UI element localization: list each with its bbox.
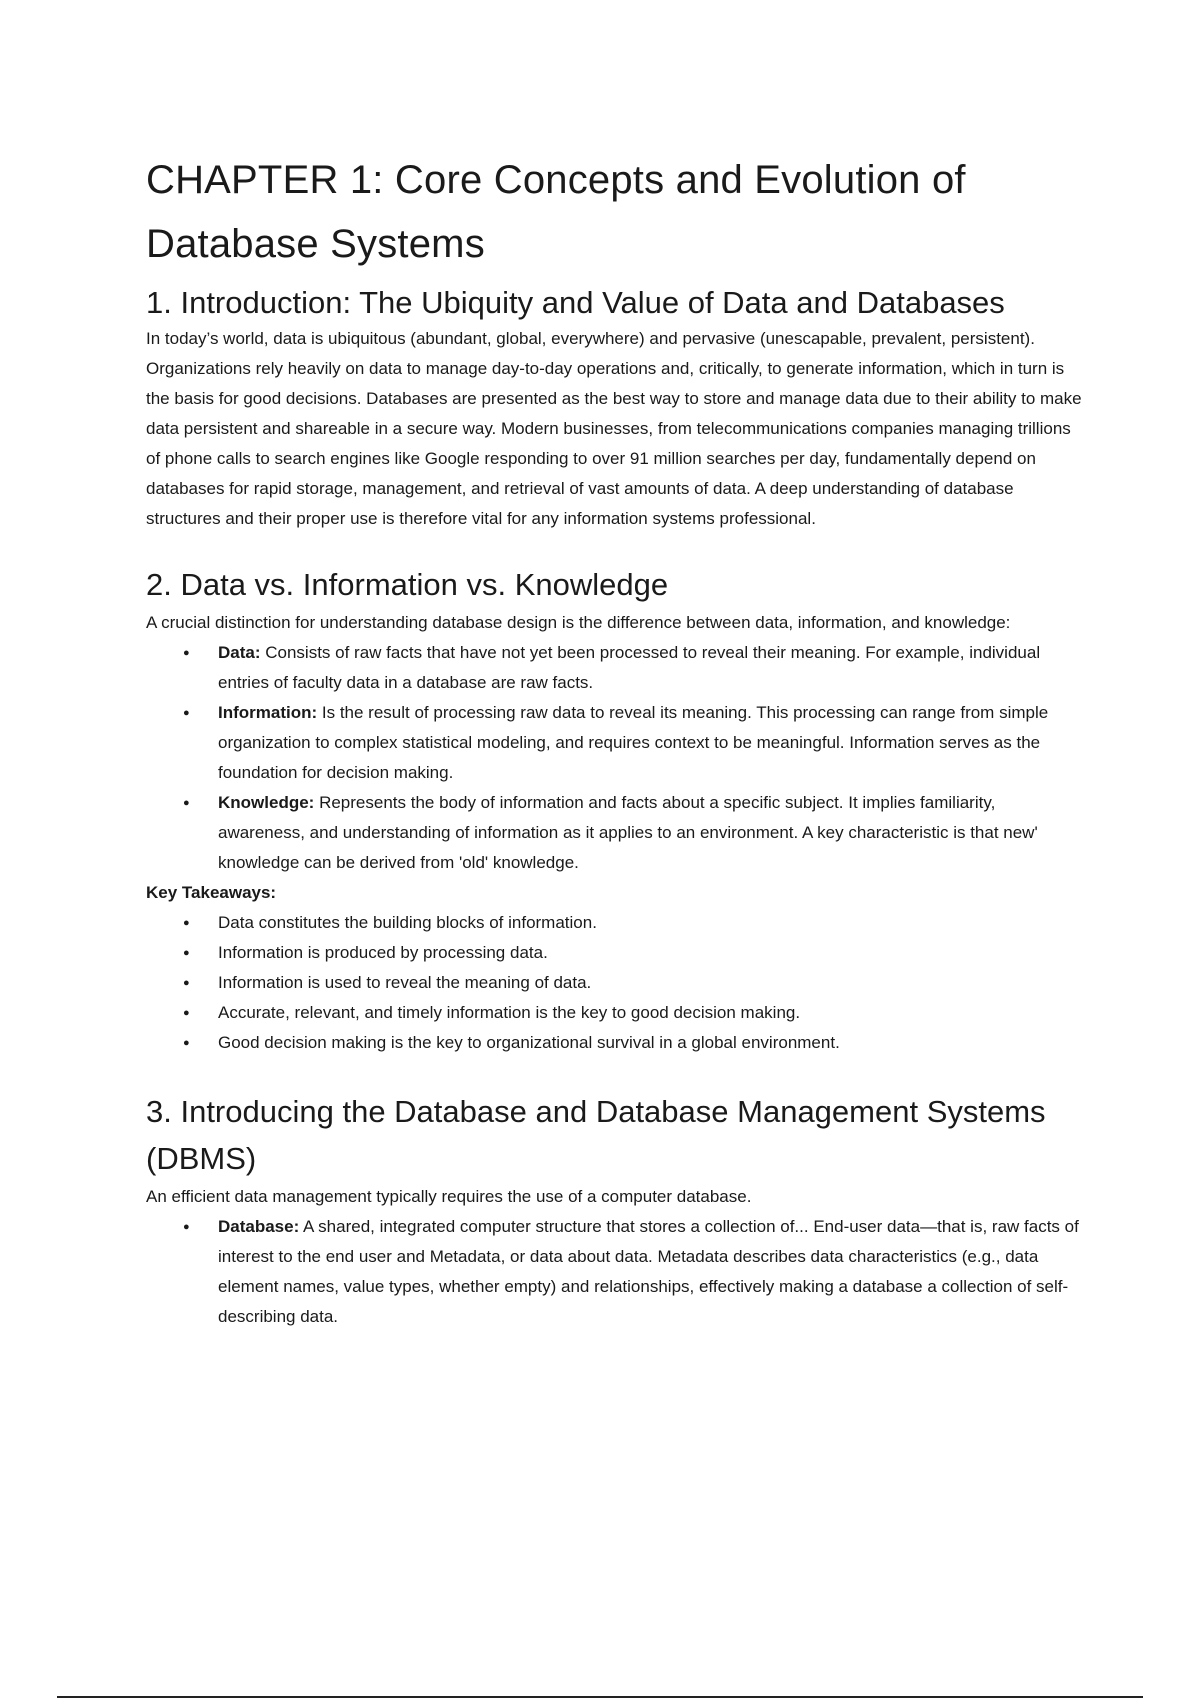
list-item: ● Accurate, relevant, and timely information is the key to good decision making. bbox=[218, 998, 1086, 1028]
definition-text: A shared, integrated computer structure that stores a collection of... End-user data—that is, raw facts of interest to the end user and Metadata, or data about data. Metadata describes data characteristics (e.g., data element names, value types, whether empty) and relationships, effectively making a database a collection of self-describing data. bbox=[218, 1217, 1079, 1326]
chapter-title bbox=[146, 148, 1086, 276]
list-item: ● Information is produced by processing data. bbox=[218, 938, 1086, 968]
section-1-paragraph: In today’s world, data is ubiquitous (abundant, global, everywhere) and pervasive (unescapable, prevalent, persistent). Organizations rely heavily on data to manage day-to-day operations and, critically, to generate information, which in turn is the basis for good decisions. Databases are presented as the best way to store and manage data due to their ability to make data persistent and shareable in a secure way. Modern businesses, from telecommunications companies managing trillions of phone calls to search engines like Google responding to over 91 million searches per day, fundamentally depend on databases for rapid storage, management, and retrieval of vast amounts of data. A deep understanding of database structures and their proper use is therefore vital for any information systems professional. bbox=[146, 329, 1082, 528]
chapter-title-line-1: CHAPTER 1: Core Concepts and Evolution of bbox=[146, 158, 966, 202]
section-3-intro: An efficient data management typically requires the use of a computer database. bbox=[146, 1187, 752, 1206]
section-3-heading: 3. Introducing the Database and Database Management Systems (DBMS) bbox=[146, 1094, 1046, 1176]
definition-text: Consists of raw facts that have not yet been processed to reveal their meaning. For example, individual entries of faculty data in a database are raw facts. bbox=[218, 643, 1041, 692]
definition-item-knowledge bbox=[218, 788, 1086, 878]
definition-term: Knowledge: bbox=[218, 793, 315, 812]
section-1-heading: 1. Introduction: The Ubiquity and Value of Data and Databases bbox=[146, 285, 1005, 320]
list-item: ● Data constitutes the building blocks of information. bbox=[218, 908, 1086, 938]
footer-divider bbox=[57, 1696, 1143, 1698]
section-2-intro: A crucial distinction for understanding database design is the difference between data, information, and knowledge: bbox=[146, 613, 1011, 632]
list-item: ● Information is used to reveal the meaning of data. bbox=[218, 968, 1086, 998]
definition-term: Data: bbox=[218, 643, 261, 662]
definition-item-information bbox=[218, 698, 1086, 788]
definition-term: Information: bbox=[218, 703, 318, 722]
definition-term: Database: bbox=[218, 1217, 300, 1236]
definition-item-database bbox=[218, 1212, 1086, 1332]
key-takeaways-list bbox=[146, 908, 1086, 1058]
section-2-heading: 2. Data vs. Information vs. Knowledge bbox=[146, 567, 669, 602]
definition-list bbox=[146, 638, 1086, 878]
list-item: ● Good decision making is the key to organizational survival in a global environment. bbox=[218, 1028, 1086, 1058]
database-definition-list bbox=[146, 1212, 1086, 1332]
definition-item-data bbox=[218, 638, 1086, 698]
key-takeaways-heading: Key Takeaways: bbox=[146, 883, 277, 902]
definition-text: Is the result of processing raw data to reveal its meaning. This processing can range from simple organization to complex statistical modeling, and requires context to be meaningful. Information serves as the foundation for decision making. bbox=[218, 703, 1049, 782]
document-page bbox=[146, 148, 1086, 1332]
chapter-title-line-2: Database Systems bbox=[146, 222, 485, 266]
definition-text: Represents the body of information and facts about a specific subject. It implies familiarity, awareness, and understanding of information as it applies to an environment. A key characteristic is that new' knowledge can be derived from 'old' knowledge. bbox=[218, 793, 1038, 872]
